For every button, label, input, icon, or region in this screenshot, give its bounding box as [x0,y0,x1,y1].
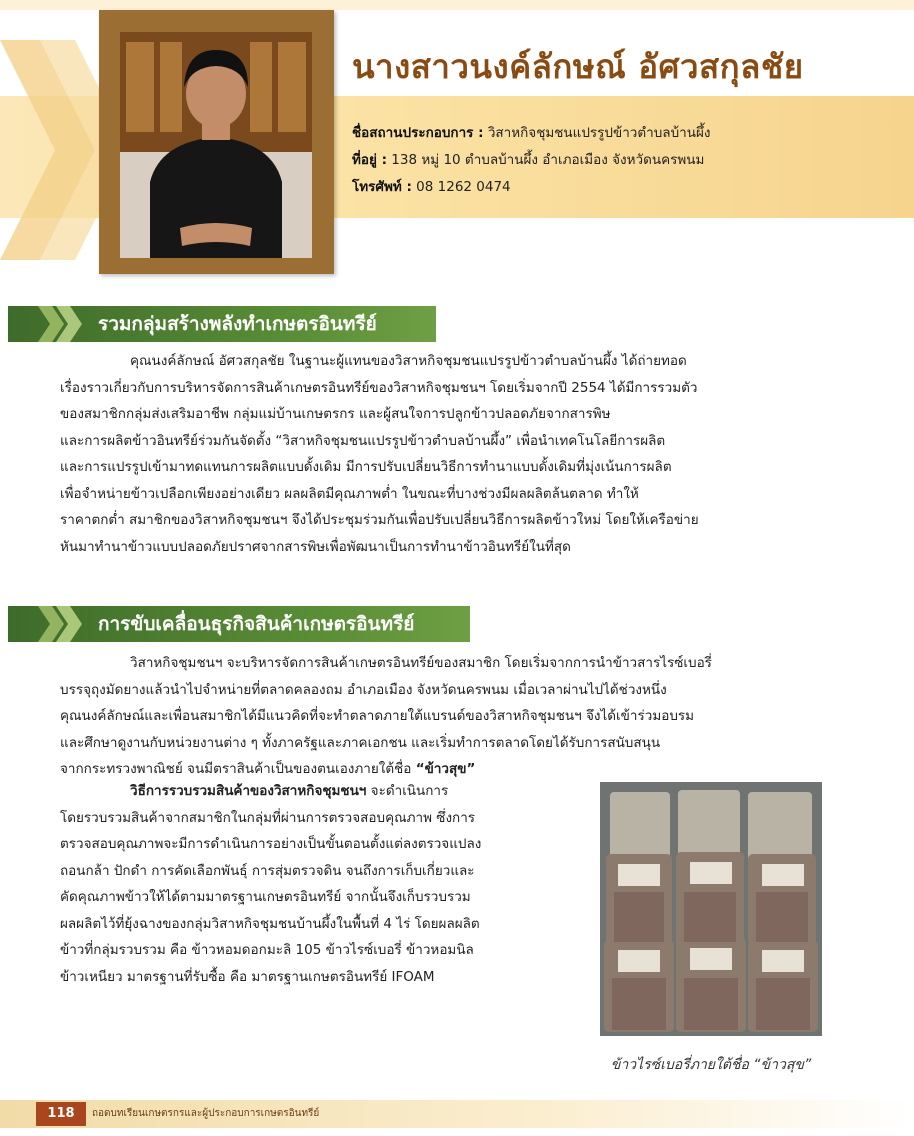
paragraph-line: เรื่องราวเกี่ยวกับการบริหารจัดการสินค้าเกษตรอินทรีย์ของวิสาหกิจชุมชนฯ โดยเริ่มจากปี 2554 ได้มีการรวมตัว [60,379,698,396]
business-line [352,120,710,147]
collection-method-heading: วิธีการรวบรวมสินค้าของวิสาหกิจชุมชนฯ [130,783,367,799]
section-2-paragraph [60,650,855,783]
phone-label: โทรศัพท์ : [352,179,412,195]
collection-method-paragraph [60,778,580,990]
paragraph-line: บรรจุถุงมัดยางแล้วนำไปจำหน่ายที่ตลาดคลองถม อำเภอเมือง จังหวัดนครพนม เมื่อเวลาผ่านไปได้ช่วงหนึ่ง [60,681,667,698]
phone-value: 08 1262 0474 [411,179,511,195]
paragraph-line: ผลผลิตไว้ที่ยุ้งฉางของกลุ่มวิสาหกิจชุมชนบ้านผึ้งในพื้นที่ 4 ไร่ โดยผลผลิต [60,915,480,932]
address-value: 138 หมู่ 10 ตำบลบ้านผึ้ง อำเภอเมือง จังหวัดนครพนม [387,152,705,168]
paragraph-line: และการแปรรูปเข้ามาทดแทนการผลิตแบบดั้งเดิม มีการปรับเปลี่ยนวิธีการทำนาแบบดั้งเดิมที่มุ่งเน้นการผลิต [60,459,672,475]
section-heading-1: รวมกลุ่มสร้างพลังทำเกษตรอินทรีย์ [98,313,377,335]
address-label: ที่อยู่ : [352,152,388,168]
phone-line [352,174,710,201]
paragraph-line: คุณนงค์ลักษณ์ อัศวสกุลชัย ในฐานะผู้แทนของวิสาหกิจชุมชนแปรรูปข้าวตำบลบ้านผึ้ง ได้ถ่ายทอด [130,353,687,369]
paragraph-line: หันมาทำนาข้าวแบบปลอดภัยปราศจากสารพิษเพื่อพัฒนาเป็นการทำนาข้าวอินทรีย์ในที่สุด [60,538,571,555]
paragraph-line: ของสมาชิกกลุ่มส่งเสริมอาชีพ กลุ่มแม่บ้านเกษตรกร และผู้สนใจการปลูกข้าวปลอดภัยจากสารพิษ [60,406,611,422]
chevron-decoration-icon [8,306,88,342]
business-label: ชื่อสถานประกอบการ : [352,125,484,141]
footer-title: ถอดบทเรียนเกษตรกรและผู้ประกอบการเกษตรอินทรีย์ [92,1108,320,1119]
paragraph-line: คัดคุณภาพข้าวให้ได้ตามมาตรฐานเกษตรอินทรีย์ จากนั้นจึงเก็บรวบรวม [60,889,471,905]
last-line-prefix: จากกระทรวงพาณิชย์ จนมีตราสินค้าเป็นของตนเองภายใต้ชื่อ [60,761,416,777]
paragraph-line: และศึกษาดูงานกับหน่วยงานต่าง ๆ ทั้งภาครัฐและภาคเอกชน และเริ่มทำการตลาดโดยได้รับการสนับสนุน [60,734,661,751]
address-line [352,147,710,174]
section-heading-bar-1 [8,306,436,342]
chevron-decoration-icon [8,606,88,642]
brand-name: “ข้าวสุข” [415,761,476,777]
paragraph-line: คุณนงค์ลักษณ์และเพื่อนสมาชิกได้มีแนวคิดที่จะทำตลาดภายใต้แบรนด์ของวิสาหกิจชุมชนฯ จึงได้เข้าร่วมอบรม [60,708,695,724]
business-value: วิสาหกิจชุมชนแปรรูปข้าวตำบลบ้านผึ้ง [483,125,711,141]
profile-photo [120,32,312,258]
rice-product-photo [600,782,822,1036]
paragraph-line: ข้าวเหนียว มาตรฐานที่รับซื้อ คือ มาตรฐานเกษตรอินทรีย์ IFOAM [60,968,435,985]
paragraph-line: ข้าวที่กลุ่มรวบรวม คือ ข้าวหอมดอกมะลิ 105 ข้าวไรซ์เบอรี่ ข้าวหอมนิล [60,942,474,958]
paragraph-line: โดยรวบรวมสินค้าจากสมาชิกในกลุ่มที่ผ่านการตรวจสอบคุณภาพ ซึ่งการ [60,809,476,826]
paragraph-line [60,778,580,805]
paragraph-line: เพื่อจำหน่ายข้าวเปลือกเพียงอย่างเดียว ผลผลิตมีคุณภาพต่ำ ในขณะที่บางช่วงมีผลผลิตล้นตลาด ทำให้ [60,485,639,502]
paragraph-line: ราคาตกต่ำ สมาชิกของวิสาหกิจชุมชนฯ จึงได้ประชุมร่วมกันเพื่อปรับเปลี่ยนวิธีการผลิตข้าวใหม่ โดยให้เครือข่าย [60,512,699,528]
paragraph-line: และการผลิตข้าวอินทรีย์ร่วมกันจัดตั้ง “วิสาหกิจชุมชนแปรรูปข้าวตำบลบ้านผึ้ง” เพื่อนำเทคโนโลยีการผลิต [60,432,666,449]
section-1-paragraph [60,348,855,560]
photo-caption: ข้าวไรซ์เบอรี่ภายใต้ชื่อ “ข้าวสุข” [610,1057,812,1073]
profile-name: นางสาวนงค์ลักษณ์ อัศวสกุลชัย [352,47,804,86]
paragraph-line: วิสาหกิจชุมชนฯ จะบริหารจัดการสินค้าเกษตรอินทรีย์ของสมาชิก โดยเริ่มจากการนำข้าวสารไรซ์เบอรี่ [130,655,712,671]
section-heading-2: การขับเคลื่อนธุรกิจสินค้าเกษตรอินทรีย์ [98,613,415,635]
paragraph-line: ตรวจสอบคุณภาพจะมีการดำเนินการอย่างเป็นขั้นตอนตั้งแต่ลงตรวจแปลง [60,836,482,852]
collection-first-line-rest: จะดำเนินการ [366,783,449,799]
paragraph-line: ถอนกล้า ปักดำ การคัดเลือกพันธุ์ การสุ่มตรวจดิน จนถึงการเก็บเกี่ยวและ [60,862,475,879]
profile-info [352,120,710,201]
page-number: 118 [36,1102,86,1126]
section-heading-bar-2 [8,606,470,642]
